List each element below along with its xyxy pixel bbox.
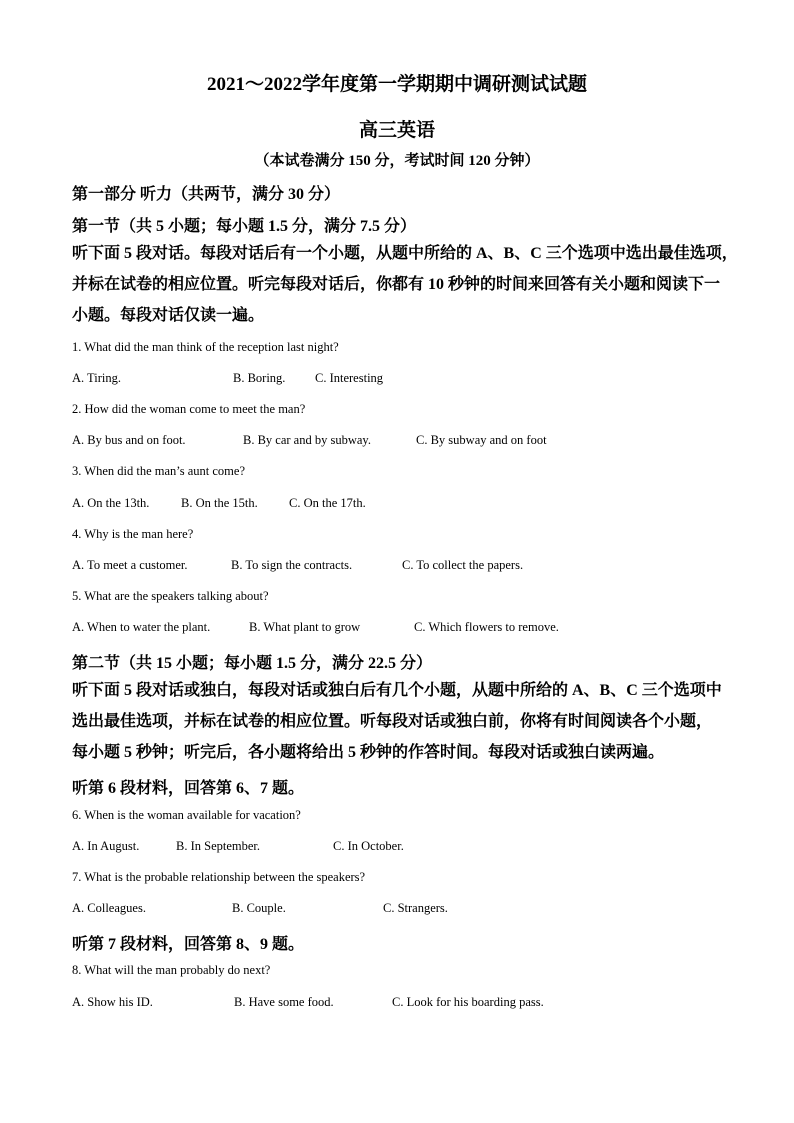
option-a: A. On the 13th. (72, 496, 150, 510)
instruction-line: 并标在试卷的相应位置。听完每段对话后，你都有 10 秒钟的时间来回答有关小题和阅读下一 (72, 276, 721, 293)
option-b: B. To sign the contracts. (231, 558, 353, 572)
option-c: C. To collect the papers. (402, 558, 524, 572)
question-stem: 7. What is the probable relationship between the speakers? (72, 870, 366, 884)
option-a: A. By bus and on foot. (72, 433, 186, 447)
option-a: A. Tiring. (72, 371, 121, 385)
option-b: B. In September. (176, 839, 261, 853)
exam-subject: 高三英语 (358, 120, 435, 141)
question-stem: 1. What did the man think of the reception last night? (72, 340, 339, 354)
option-c: C. In October. (333, 839, 404, 853)
instruction-line: 听下面 5 段对话或独白，每段对话或独白后有几个小题，从题中所给的 A、B、C 三个选项中 (72, 682, 722, 699)
section-two-instructions (72, 675, 732, 768)
option-b: B. Boring. (233, 371, 286, 385)
option-c: C. Strangers. (383, 901, 448, 915)
option-b: B. What plant to grow (249, 620, 361, 634)
question-stem: 3. When did the man’s aunt come? (72, 464, 245, 478)
exam-note: （本试卷满分 150 分，考试时间 120 分钟） (254, 153, 540, 169)
question-stem: 2. How did the woman come to meet the man? (72, 402, 306, 416)
section-two-heading: 第二节（共 15 小题；每小题 1.5 分，满分 22.5 分） (72, 655, 433, 672)
option-a: A. Show his ID. (72, 995, 153, 1009)
option-c: C. Look for his boarding pass. (392, 995, 544, 1009)
question-stem: 6. When is the woman available for vacation? (72, 808, 301, 822)
option-a: A. Colleagues. (72, 901, 146, 915)
question-stem: 4. Why is the man here? (72, 527, 194, 541)
option-b: B. By car and by subway. (243, 433, 371, 447)
option-c: C. By subway and on foot (416, 433, 547, 447)
option-a: A. When to water the plant. (72, 620, 211, 634)
option-a: A. In August. (72, 839, 140, 853)
option-b: B. Have some food. (234, 995, 334, 1009)
option-b: B. Couple. (232, 901, 286, 915)
section-one-instructions (72, 238, 738, 331)
material-seven-heading: 听第 7 段材料，回答第 8、9 题。 (72, 936, 305, 953)
instruction-line: 每小题 5 秒钟；听完后，各小题将给出 5 秒钟的作答时间。每段对话或独白读两遍。 (72, 744, 665, 761)
option-a: A. To meet a customer. (72, 558, 188, 572)
part-one-heading: 第一部分 听力（共两节，满分 30 分） (72, 186, 341, 203)
material-six-heading: 听第 6 段材料，回答第 6、7 题。 (72, 780, 305, 797)
option-b: B. On the 15th. (181, 496, 258, 510)
exam-title: 2021～2022学年度第一学期期中调研测试试题 (206, 74, 587, 95)
question-stem: 8. What will the man probably do next? (72, 963, 271, 977)
question-stem: 5. What are the speakers talking about? (72, 589, 269, 603)
instruction-line: 听下面 5 段对话。每段对话后有一个小题，从题中所给的 A、B、C 三个选项中选出最佳选项， (72, 245, 738, 262)
option-c: C. Interesting (315, 371, 384, 385)
section-one-heading: 第一节（共 5 小题；每小题 1.5 分，满分 7.5 分） (72, 218, 417, 235)
option-c: C. Which flowers to remove. (414, 620, 559, 634)
instruction-line: 选出最佳选项，并标在试卷的相应位置。听每段对话或独白前，你将有时间阅读各个小题， (72, 713, 713, 730)
option-c: C. On the 17th. (289, 496, 366, 510)
instruction-line: 小题。每段对话仅读一遍。 (72, 307, 265, 324)
